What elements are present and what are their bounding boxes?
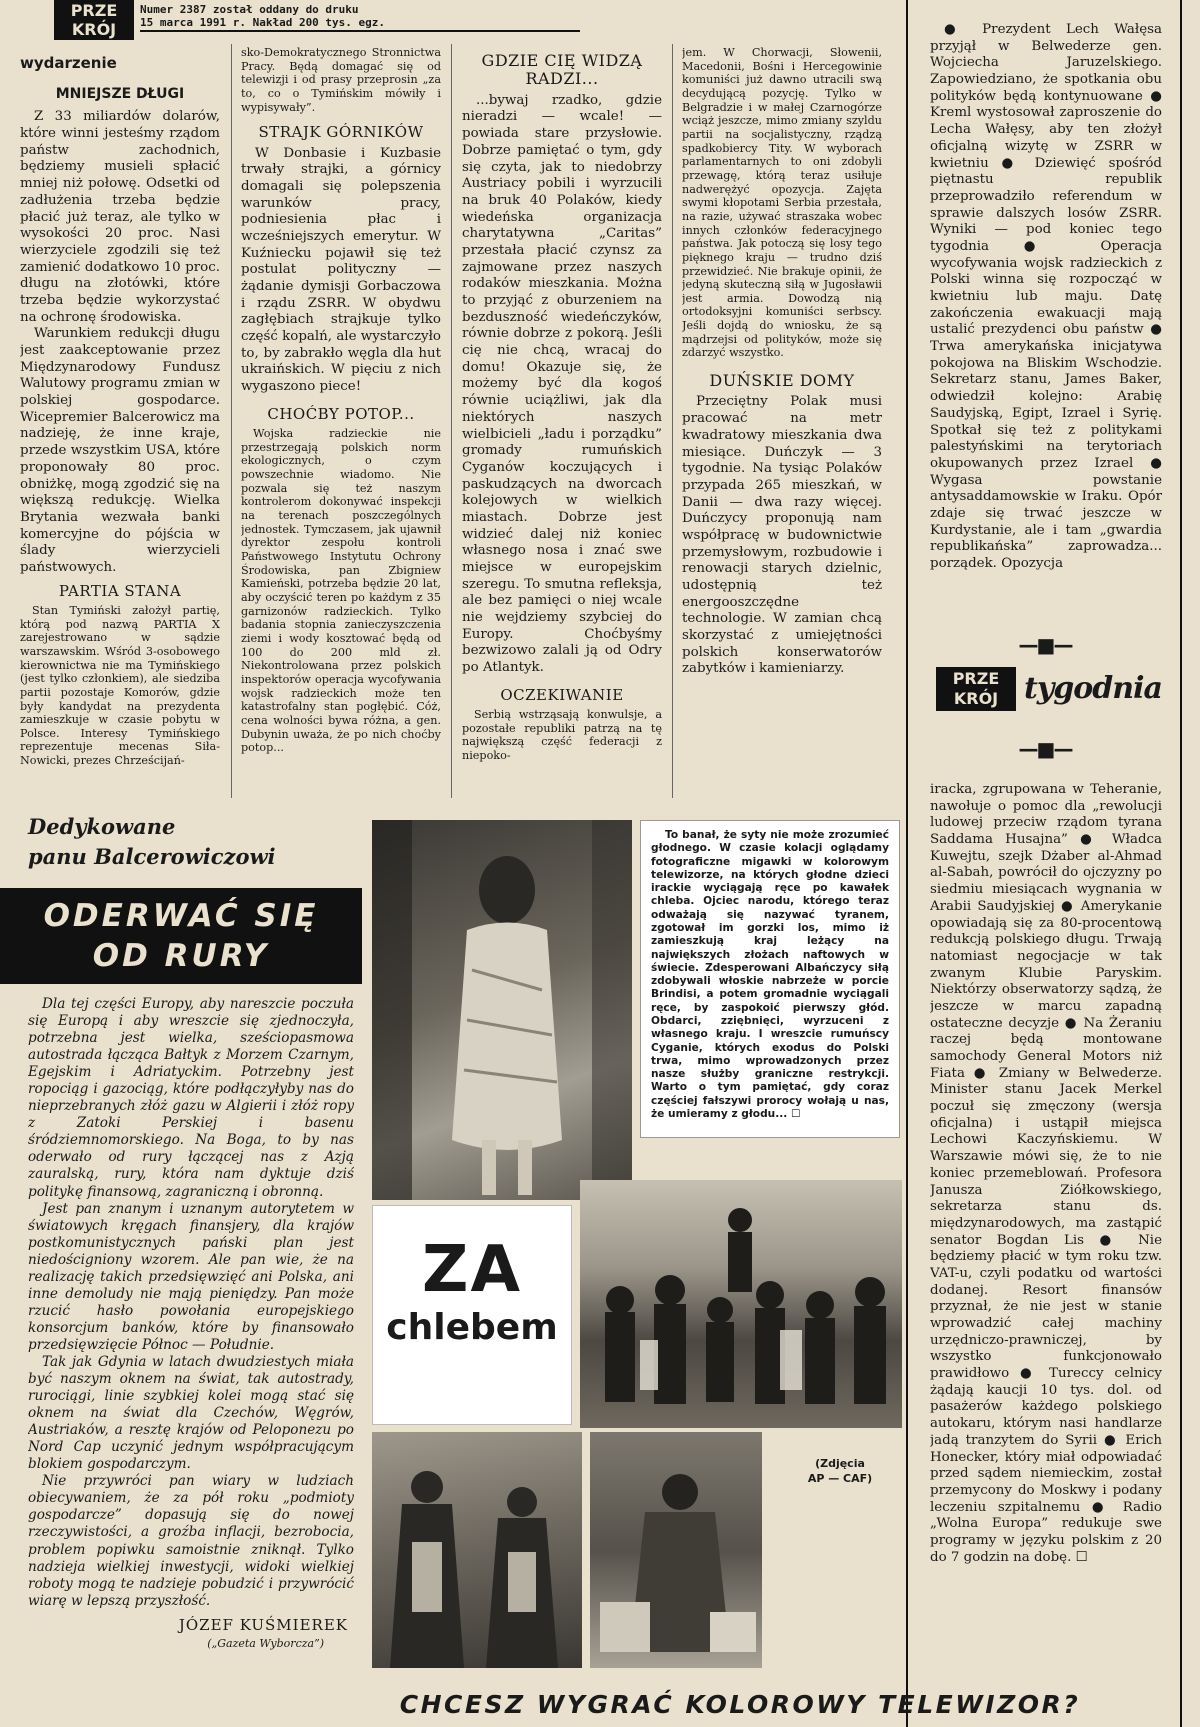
column-divider <box>451 44 452 798</box>
article-text: Stan Tymiński założył partię, którą pod nazwą PARTIA X zarejestrowano w sądzie warszawskim. Wśród 3-osobowego kierownictwa nie ma Tymińskiego (jest tylko członkiem), ale siedziba partii pozostaje Komorów, gdzie były kandydat na prezydenta zamieszkuje w czasie pobytu w Polsce. Interesy Tymińskiego reprezentuje mecenas Siła-Nowicki, prezes Chrześcijań- <box>20 603 220 768</box>
separator-icon: —■— <box>1018 633 1072 657</box>
photo-caption-text: To banał, że syty nie może zrozumieć głodnego. W czasie kolacji oglądamy fotograficzne migawki w kolorowym telewizorze, na których głodne dzieci irackie wyciągają ręce po kawałek chleba. Ojciec narodu, którego teraz odważają się nazywać tyranem, zgotował im gorzki los, mimo iż zamieszkują kraj leżący na największych złożach naftowych w świecie. Zdesperowani Albańczycy siłą zdobywali włoskie nabrzeże w porcie Brindisi, a potem gromadnie wyciągali ręce, by zaspokoić pierwszy głód. Obdarci, zziębnięci, wyrzuceni z własnego kraju. I wreszcie rumuńscy Cyganie, których exodus do Polski trwa, mimo wprowadzonych przez nasze służby graniczne restrykcji. Warto o tym pamiętać, gdy coraz częściej fałszywi prorocy wołają u nas, że umieramy z głodu... ☐ <box>651 829 889 1120</box>
masthead-logo <box>54 0 134 40</box>
article-text: Wojska radzieckie nie przestrzegają polskich norm ekologicznych, o czym powszechnie wiadomo. Nie pozwala się też naszym kontrolerom dokonywać inspekcji na terenach poszczególnych jednostek. Tymczasem, jak ujawnił dyrektor zespołu kontroli Państwowego Instytutu Ochrony Środowiska, pan Zbigniew Kamieński, potrzeba będzie 20 lat, aby oczyścić teren po każdym z 35 garnizonów radzieckich. Tylko badania stopnia zanieczyszczenia ziemi i wody kosztować będą od 100 do 200 mld zł. Niekontrolowana przez polskich inspektorów operacja wycofywania wojsk radzieckich może ten katastrofalny stan pogłębić. Cóż, cena wolności bywa różna, a gen. Dubynin uważa, że po nich choćby potop... <box>241 427 441 755</box>
section-label: wydarzenie <box>20 54 117 72</box>
column-1 <box>20 86 220 798</box>
photo-romani-woman <box>372 820 632 1200</box>
issue-line-1: Numer 2387 został oddany do druku <box>140 3 359 16</box>
column-divider <box>672 44 673 798</box>
photo-figure-shape <box>372 820 632 1200</box>
photo-credits <box>780 1456 900 1486</box>
headline-oczekiwanie: OCZEKIWANIE <box>500 685 624 704</box>
feature-text: Tak jak Gdynia w latach dwudziestych miała być naszym oknem na świat, tak autostrady, rurociągi, linie szybkiej kolei mogą stać się oknem na świat dla Czechów, Węgrów, Austriaków, a resztę krajów od Peloponezu po Nord Cap uczynić jednym współpracującym blokiem gospodarczym. <box>28 1353 354 1473</box>
tygodnia-logo-bottom: KRÓJ <box>953 689 999 708</box>
article-text: ...bywaj rzadko, gdzie nieradzi — wcale! — powiada stare przysłowie. Dobrze pamiętać o tym, gdy się czyta, jak to niedobrzy Austriacy pobili i wyrzucili na bruk 40 Polaków, kiedy wiedeńska organizacja charytatywna „Caritas” przestała płacić czynsz za zajmowane przez naszych rodaków mieszkania. Można to przyjąć z oburzeniem na bezduszność wiedeńczyków, równie dobrze z pokorą. Jeśli cię nie chcą, wracaj do domu! Okazuje się, że możemy być dla kogoś równie uciążliwi, jak dla niektórych naszych wielbicieli „ładu i porządku” gromady rumuńskich Cyganów koczujących i paskudzących na dworcach kolejowych w wielkich miastach. Dobrze jest widzieć dalej niż koniec własnego nosa i znać swe miejsce w europejskim szeregu. To smutna refleksja, ale bez pamięci o niej wcale nie wejdziemy szybciej do Europy. Choćbyśmy bezwizowo zalali ją od Odry po Atlantyk. <box>462 92 662 676</box>
feature-text: Dla tej części Europy, aby nareszcie poczuła się Europą i aby wreszcie się zjednoczyła, potrzebna jest wielka, sześciopasmowa autostrada łącząca Bałtyk z Morzem Czarnym, Egejskim i Adriatyckim. Potrzebny jest ropociąg i gazociąg, które podłączyłyby nas do nieprzebranych złóż gazu w Algierii i złóż ropy z Zatoki Perskiej i basenu śródziemnomorskiego. Na Boga, to by nas oderwało od rury łączącej nas z Azją zauralską, rury, która nam dyktuje dziś politykę finansową, zagraniczną i obronną. <box>28 996 354 1200</box>
article-text: Serbią wstrząsają konwulsje, a pozostałe republiki patrzą na tę największą część federacji z niepoko- <box>462 708 662 763</box>
tygodnia-word: tygodnia <box>1024 671 1162 706</box>
headline-dunskie-domy: DUŃSKIE DOMY <box>709 371 855 391</box>
headline-gdzie-cie-widza: GDZIE CIĘ WIDZĄ RADZI... <box>481 51 643 89</box>
photo-story-title <box>372 1205 572 1425</box>
feature-text: Jest pan znanym i uznanym autorytetem w światowych kręgach finansjery, dla krajów postkomunistycznych pański plan jest niedościgniony wzorem. Ale pan wie, że na realizację takich przedsięwzięć ani Polska, ani inne demoludy nie mają pieniędzy. Pan może rzucić hasło powołania europejskiego konsorcjum banków, które by finansowało przedsięwzięcie Północ — Południe. <box>28 1200 354 1353</box>
masthead-logo-bottom: KRÓJ <box>71 20 117 39</box>
masthead-logo-top: PRZE <box>70 1 118 20</box>
tygodnia-logo <box>936 667 1016 711</box>
column-divider <box>231 44 232 798</box>
tygodnia-logo-top: PRZE <box>952 669 1000 688</box>
headline-mniejsze-dlugi: MNIEJSZE DŁUGI <box>55 86 185 102</box>
photo-iraqi-children <box>580 1180 902 1428</box>
article-text: Z 33 miliardów dolarów, które winni jesteśmy rządom państw zachodnich, będziemy musieli spłacić mniej niż połowę. Odsetki od zadłużenia trzeba będzie płacić już teraz, ale tylko w wysokości 20 proc. Nasi wierzyciele zgodzili się też zamienić dodatkowo 10 proc. długu na złotówki, które trzeba będzie wykorzystać na ochronę środowiska. <box>20 109 220 325</box>
tygodnia-header <box>936 667 1162 713</box>
article-text: W Donbasie i Kuzbasie trwały strajki, a górnicy domagali się polepszenia warunków pracy, podniesienia płac i wcześniejszych emerytur. W Kuźniecku pojawił się też postulat polityczny — żądanie dymisji Gorbaczowa i rządu ZSRR. W obydwu zagłębiach strajkuje tylko część kopalń, ale wystarczyło to, by zabrakło węgla dla hut ukraińskich. W pięciu z nich wygaszono piece! <box>241 145 441 395</box>
photo-story-title-line-1: ZA <box>422 1233 522 1307</box>
news-brief-text: iracka, zgrupowana w Teheranie, nawołuje o pomoc dla „rewolucji ludowej przeciw rządom tyrana Saddama Husajna” ● Władca Kuwejtu, szejk Dżaber al-Ahmad al-Sabah, powrócił do ojczyzny po siedmiu miesiącach wygnania w Arabii Saudyjskiej ● Amerykanie opowiadają się za 80-procentową redukcją polskiego długu. Trwają natomiast negocjacje w tak zwanym Klubie Paryskim. Niektórzy obserwatorzy sądzą, że jeszcze w marcu zapadną ostateczne decyzje ● Na Żeraniu raczej będą montowane samochody General Motors niż Fiata ● Zmiany w Belwederze. Minister stanu Jacek Merkel poczuł się zmęczony (wersja oficjalna) i ustąpił miejsca Lechowi Kaczyńskiemu. W Warszawie mówi się, że to nie koniec przemeblowań. Profesora Janusza Ziółkowskiego, sekretarza stanu ds. międzynarodowych, ma zastąpić senator Bogdan Lis ● Nie będziemy płacić w tym roku tzw. VAT-u, czyli podatku od wartości dodanej. Resort finansów przyznał, że nie jest w stanie wprowadzić całej machiny urzędniczo-prawniczej, by wszystko funkcjonowało prawidłowo ● Tureccy celnicy żądają kaucji 10 tys. dol. od pasażerów każdego polskiego autokaru, którym nasi handlarze jadą tranzytem do Syrii ● Erich Honecker, który miał odpowiadać przed sądem niemieckim, został przemycony do Moskwy i podany leczeniu szpitalnemu ● Radio „Wolna Europa” redukuje swe programy w języku polskim z 20 do 7 godzin na dobę. ☐ <box>930 782 1162 1565</box>
news-brief-text: ● Prezydent Lech Wałęsa przyjął w Belwederze gen. Wojciecha Jaruzelskiego. Zapowiedziano, że spotkania obu polityków będą kontynuowane ● Kreml wystosował zaproszenie do Lecha Wałęsy, aby ten złożył oficjalną wizytę w ZSRR w kwietniu ● Dziewięć spośród piętnastu republik przeprowadziło referendum w sprawie dalszych losów ZSRR. Wyniki — pod koniec tego tygodnia ● Operacja wycofywania wojsk radzieckich z Polski winna się rozpocząć w kwietniu lub maju. Datę zakończenia ewakuacji mają ustalić prezydenci obu państw ● Trwa amerykańska inicjatywa pokojowa na Bliskim Wschodzie. Sekretarz stanu, James Baker, odwiedził kolejno: Arabię Saudyjską, Egipt, Izrael i Syrię. Spotkał się też z politykami palestyńskimi na terytoriach okupowanych przez Izrael ● Wygasa powstanie antysaddamowskie w Iraku. Opór zdaje się trwać jeszcze w Kurdystanie, ale i tam „gwardia republikańska” zaprowadza... porządek. Opozycja <box>930 22 1162 571</box>
contest-banner[interactable]: CHCESZ WYGRAĆ KOLOROWY TELEWIZOR? <box>399 1690 1081 1719</box>
article-text: sko-Demokratycznego Stronnictwa Pracy. Będą domagać się od telewizji i od prasy przeprosin „za to, co o Tymińskim mówiły i wypisywały”. <box>241 46 441 114</box>
dedication-line-2: panu Balcerowiczowi <box>28 844 276 869</box>
feature-text: Nie przywróci pan wiary w ludziach obiecywaniem, że za pół roku „podmioty gospodarcze” dopasują się do nowej rzeczywistości, a groźba inflacji, bezrobocia, problem popiwku samoistnie zniknął. Tylko nadzieja wielkiej inwestycji, widoki wielkiej roboty mogą te nadzieje pobudzić i przywrócić wiarę w lepszą przyszłość. <box>28 1473 354 1609</box>
feature-author: JÓZEF KUŚMIEREK <box>178 1615 348 1634</box>
feature-body <box>28 996 354 1676</box>
photo-caption-box <box>640 820 900 1138</box>
feature-source: („Gazeta Wyborcza”) <box>207 1636 324 1650</box>
separator-icon: —■— <box>1018 737 1072 761</box>
issue-info <box>140 3 385 29</box>
headline-partia-stana: PARTIA STANA <box>58 581 182 600</box>
column-2 <box>241 46 441 798</box>
dedication <box>28 812 276 872</box>
photo-refugees-bags <box>590 1432 762 1668</box>
headline-chocby-potop: CHOĆBY POTOP... <box>267 404 415 423</box>
column-4 <box>682 46 882 798</box>
photo-credits-line-1: (Zdjęcia <box>815 1457 865 1470</box>
feature-title-line-1: ODERWAĆ SIĘ <box>43 898 319 934</box>
photo-crowd-shape <box>580 1180 902 1428</box>
issue-line-2: 15 marca 1991 r. Nakład 200 tys. egz. <box>140 16 386 29</box>
photo-romani-women-group <box>372 1432 582 1668</box>
photo-story-title-line-2: chlebem <box>386 1307 558 1348</box>
right-column-top <box>930 22 1162 630</box>
masthead-rule <box>140 30 580 32</box>
right-column-bottom <box>930 782 1162 1692</box>
article-text: jem. W Chorwacji, Słowenii, Macedonii, Bośni i Hercegowinie komuniści już dawno utracili swą decydującą pozycję. Tylko w Belgradzie i w małej Czarnogórze wciąż jeszcze, mimo zmiany szyldu partii na socjalistyczny, rządzą spadkobiercy Tity. W wyborach parlamentarnych to oni zdobyli przewagę, którą teraz usiłuje nadwerężyć opozycja. Zajęta swymi kłopotami Serbia przestała, na razie, używać straszaka wobec innych członków federacyjnego państwa. Jak potoczą się losy tego pięknego kraju — trudno dziś przewidzieć. Nie brakuje opinii, że jedyną skuteczną siłą w Jugosławii jest armia. Dowodzą nią ortodoksyjni komuniści serbscy. Jeśli dojdą do wniosku, że są mądrzejsi od polityków, może się zdarzyć wszystko. <box>682 46 882 360</box>
photo-refugee-shape <box>590 1432 762 1668</box>
photo-women-shape <box>372 1432 582 1668</box>
headline-strajk-gornikow: STRAJK GÓRNIKÓW <box>258 123 424 142</box>
column-3 <box>462 50 662 798</box>
dedication-line-1: Dedykowane <box>28 814 176 839</box>
feature-title-line-2: OD RURY <box>92 938 270 974</box>
feature-title-block <box>0 888 362 984</box>
photo-credits-line-2: AP — CAF) <box>807 1472 873 1485</box>
article-text: Warunkiem redukcji długu jest zaakceptowanie przez Międzynarodowy Fundusz Walutowy programu zmian w polskiej gospodarce. Wicepremier Balcerowicz ma nadzieję, że inne kraje, przede wszystkim USA, które proponowały 80 proc. obniżkę, mogą zgodzić się na większą redukcję. Wielka Brytania wezwała banki komercyjne do pójścia w ślady wierzycieli państwowych. <box>20 326 220 575</box>
article-text: Przeciętny Polak musi pracować na metr kwadratowy mieszkania dwa miesiące. Duńczyk — 3 tygodnie. Na tysiąc Polaków przypada 265 mieszkań, w Danii — dwa razy więcej. Duńczycy proponują nam współpracę w budownictwie przemysłowym, rozbudowie i renowacji starych dzielnic, udostępnią też energooszczędne technologie. W zamian chcą skorzystać z umiejętności polskich konserwatorów zabytków i kamieniarzy. <box>682 394 882 677</box>
